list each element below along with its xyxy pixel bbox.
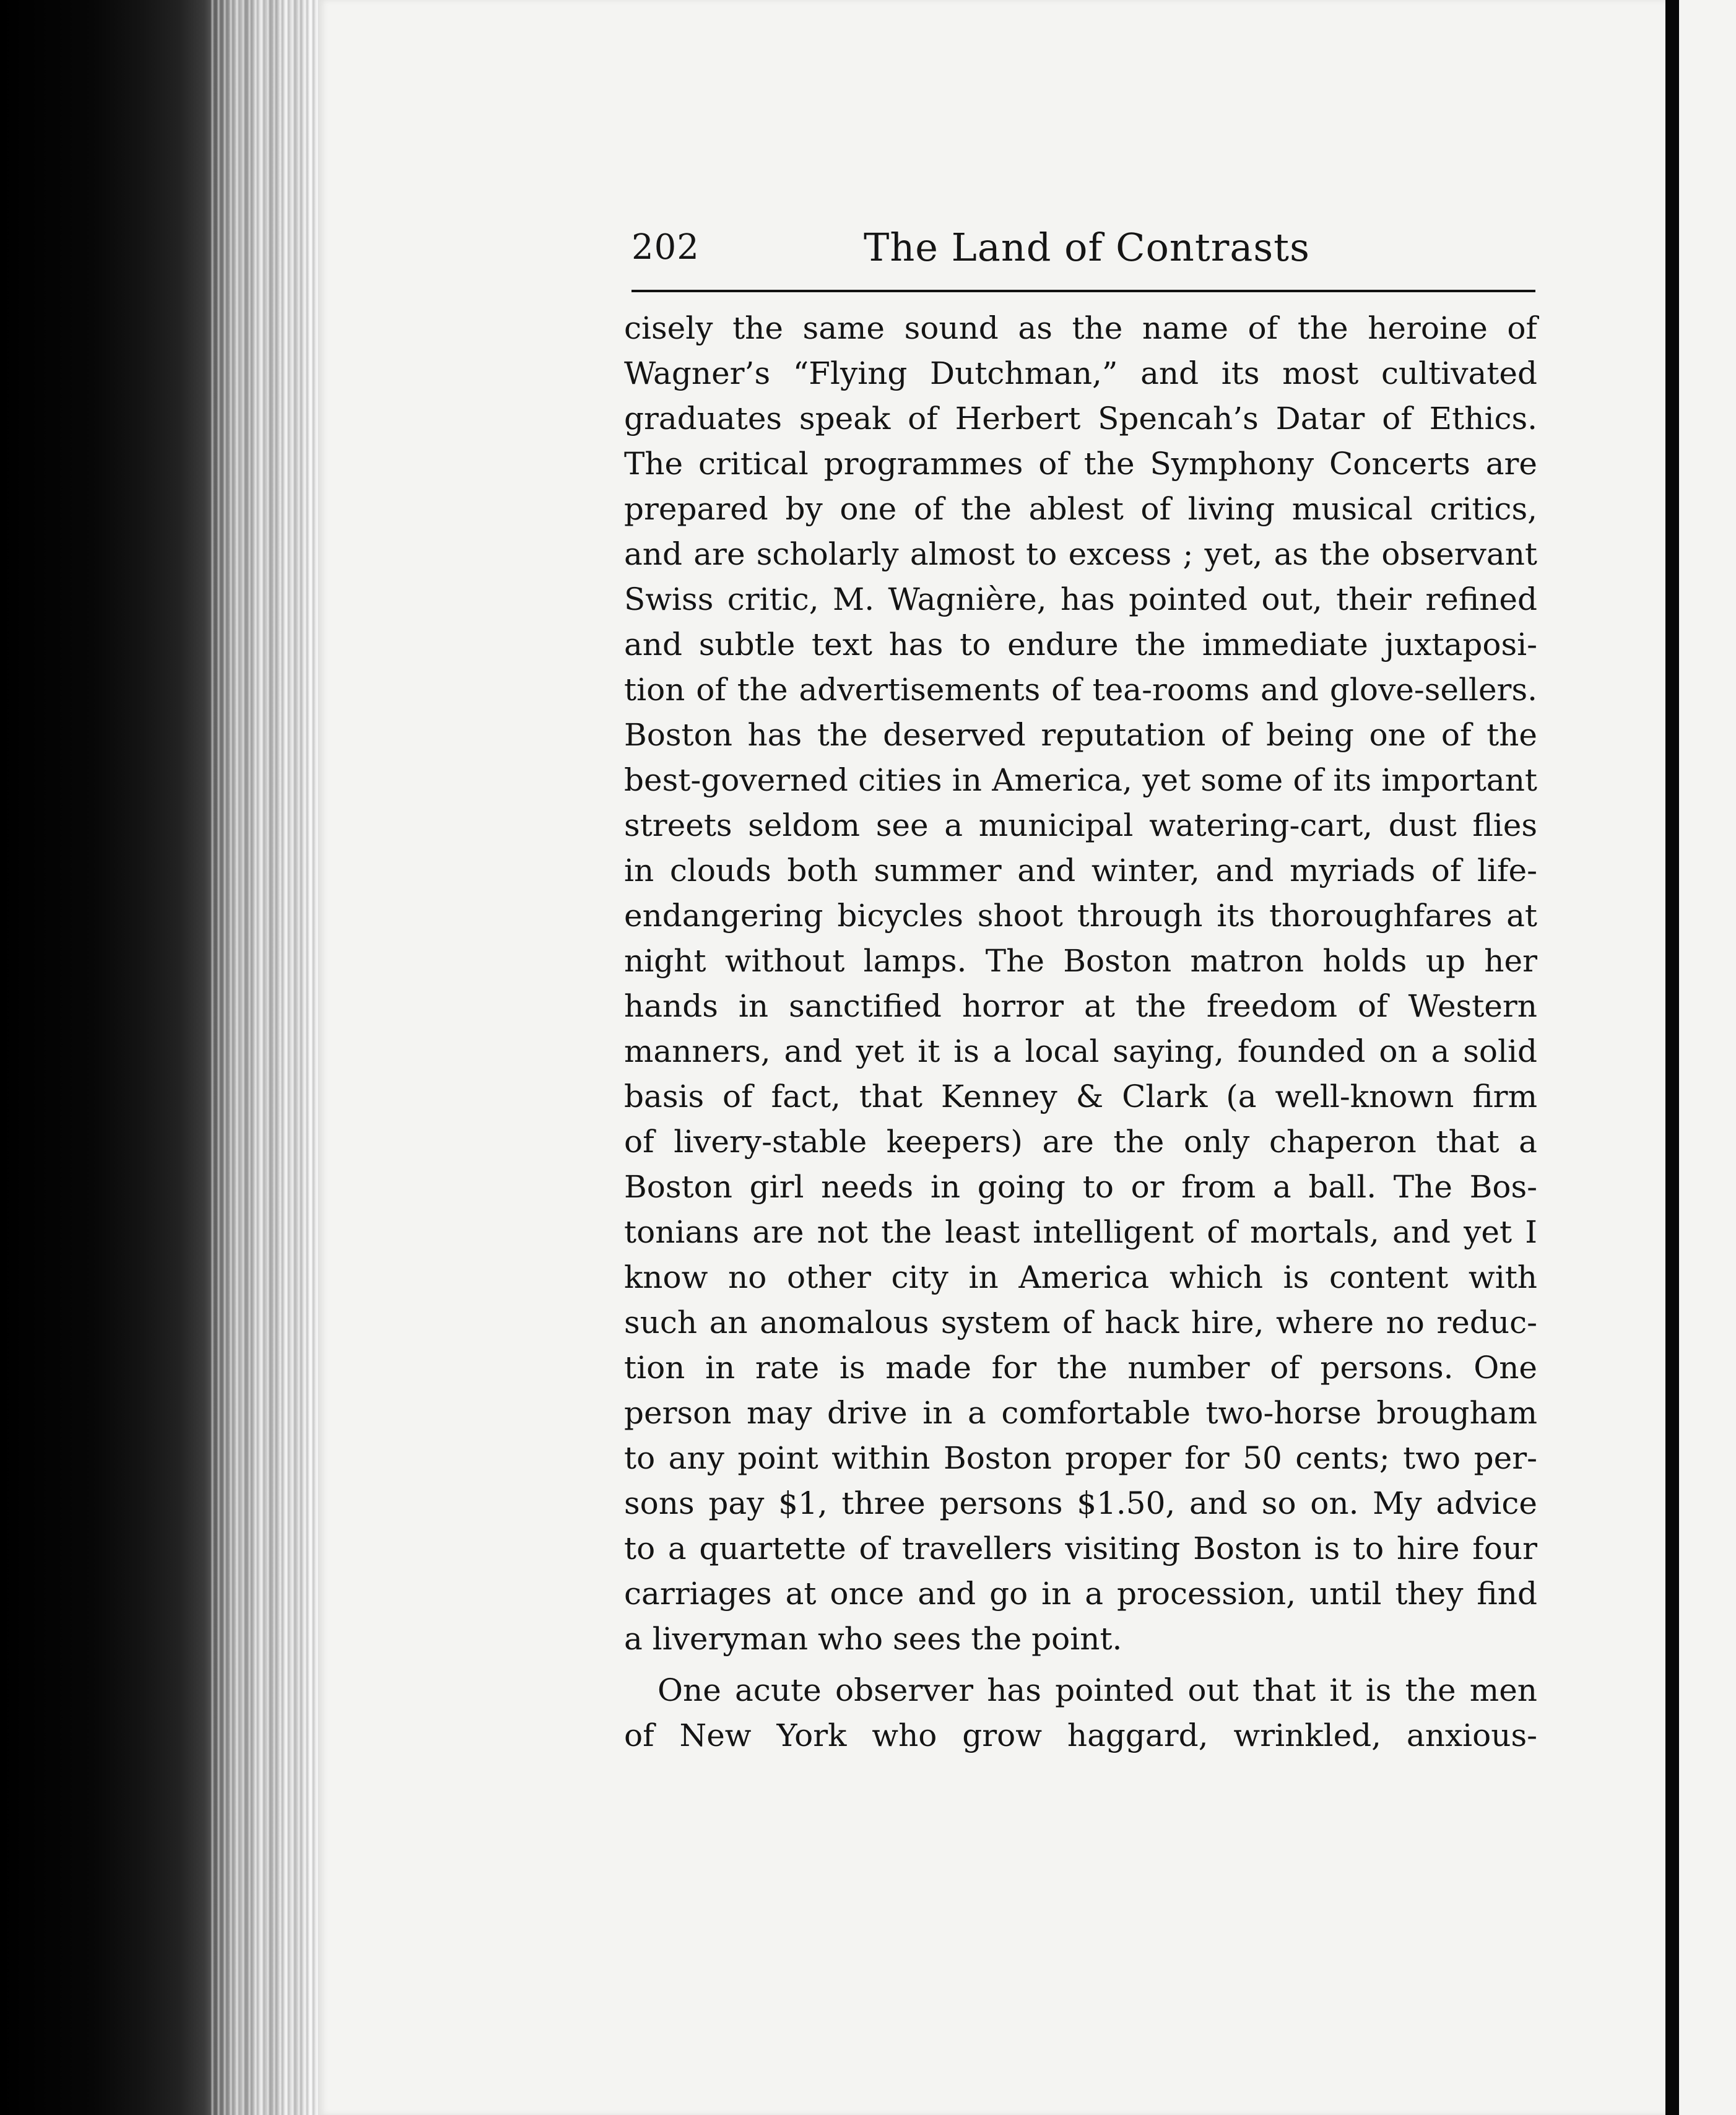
- text-line: carriages at once and go in a procession, until they find: [624, 1576, 1537, 1612]
- text-line: tion in rate is made for the number of persons. One: [624, 1350, 1537, 1386]
- text-line: and subtle text has to endure the immediate juxtaposi-: [624, 627, 1537, 662]
- running-title: The Land of Contrasts: [864, 225, 1310, 270]
- text-line: The critical programmes of the Symphony Concerts are: [624, 446, 1537, 482]
- text-line: to any point within Boston proper for 50 cents; two per-: [624, 1440, 1537, 1476]
- page-right-edge: [1665, 0, 1679, 2115]
- text-line: cisely the same sound as the name of the heroine of: [624, 310, 1537, 346]
- text-line: Boston girl needs in going to or from a ball. The Bos-: [624, 1169, 1537, 1205]
- text-line: Boston has the deserved reputation of being one of the: [624, 717, 1537, 753]
- page-header: [631, 223, 1535, 272]
- text-line: tion of the advertisements of tea-rooms and glove-sellers.: [624, 672, 1537, 708]
- text-line: such an anomalous system of hack hire, where no reduc-: [624, 1305, 1537, 1340]
- text-line: to a quartette of travellers visiting Boston is to hire four: [624, 1531, 1537, 1566]
- text-line: night without lamps. The Boston matron holds up her: [624, 943, 1537, 979]
- text-line: in clouds both summer and winter, and myriads of life-: [624, 853, 1537, 888]
- text-line: of livery-stable keepers) are the only chaperon that a: [624, 1124, 1537, 1160]
- text-line: Wagner’s “Flying Dutchman,” and its most cultivated: [624, 355, 1537, 391]
- text-line: and are scholarly almost to excess ; yet, as the observant: [624, 536, 1537, 572]
- text-line: tonians are not the least intelligent of mortals, and yet I: [624, 1214, 1537, 1250]
- text-line: endangering bicycles shoot through its thoroughfares at: [624, 898, 1537, 934]
- text-line: graduates speak of Herbert Spencah’s Datar of Ethics.: [624, 401, 1537, 436]
- text-line: know no other city in America which is content with: [624, 1259, 1537, 1295]
- text-line: manners, and yet it is a local saying, founded on a solid: [624, 1033, 1537, 1069]
- text-line: Swiss critic, M. Wagnière, has pointed out, their refined: [624, 581, 1537, 617]
- text-line: prepared by one of the ablest of living musical critics,: [624, 491, 1537, 527]
- text-line: a liveryman who sees the point.: [624, 1621, 1122, 1657]
- text-line: basis of fact, that Kenney & Clark (a well-known firm: [624, 1079, 1537, 1114]
- body-text: [624, 306, 1537, 1758]
- page-number: 202: [631, 227, 700, 267]
- scan-margin: [1679, 0, 1736, 2115]
- text-line: hands in sanctified horror at the freedom of Western: [624, 988, 1537, 1024]
- page-edges: [210, 0, 322, 2115]
- text-line: of New York who grow haggard, wrinkled, anxious-: [624, 1718, 1537, 1753]
- text-line: person may drive in a comfortable two-horse brougham: [624, 1395, 1537, 1431]
- text-line: One acute observer has pointed out that it is the men: [658, 1672, 1537, 1708]
- paragraph-gap: [624, 1662, 1537, 1668]
- header-rule: [631, 290, 1535, 292]
- text-line: best-governed cities in America, yet some of its important: [624, 762, 1537, 798]
- text-line: streets seldom see a municipal watering-cart, dust flies: [624, 807, 1537, 843]
- text-line: sons pay $1, three persons $1.50, and so on. My advice: [624, 1485, 1537, 1521]
